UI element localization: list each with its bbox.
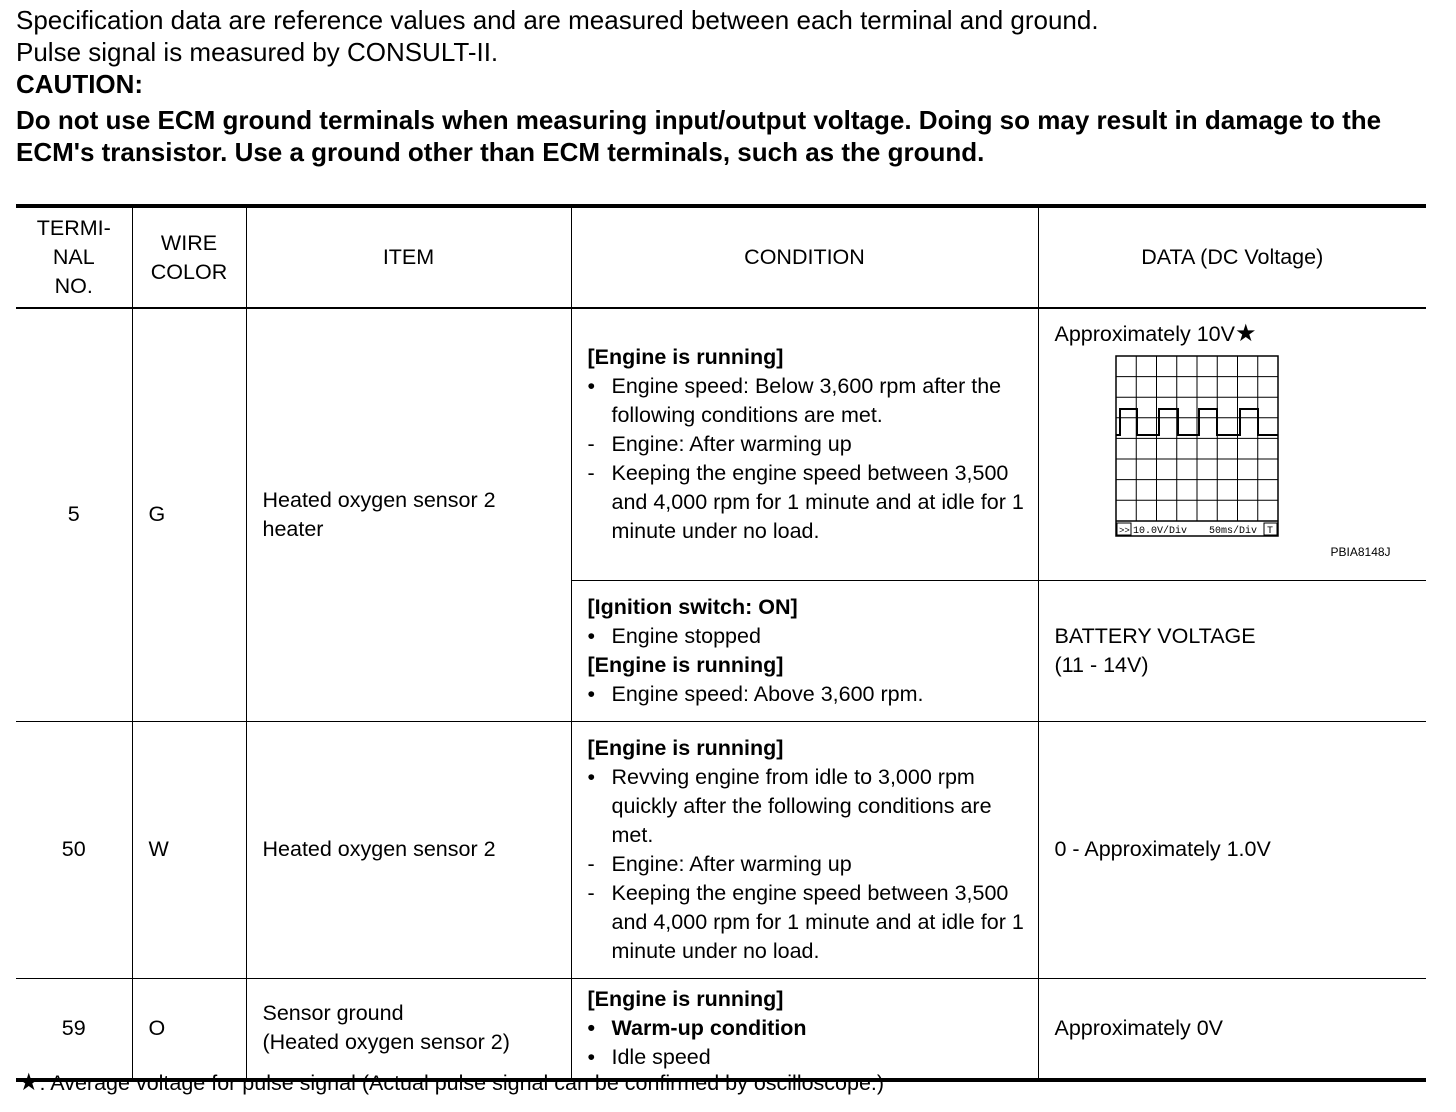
table-row [16,978,1426,1080]
condition-item-text: Revving engine from idle to 3,000 rpm quickly after the following conditions are met. [611,764,992,847]
data-line-2: (11 - 14V) [1054,652,1149,677]
condition-item-text: Engine: After warming up [611,851,852,876]
scope-suffix: T [1266,526,1273,537]
cell-condition [571,978,1038,1080]
header-item: ITEM [246,206,571,308]
condition-item [588,850,1028,879]
cell-terminal: 59 [16,978,132,1080]
header-wire-line1: WIRE [160,230,218,255]
header-terminal-no [16,206,132,308]
item-line-1: Sensor ground [262,1001,404,1026]
condition-item-text: Engine speed: Above 3,600 rpm. [611,681,924,706]
item-line-1: Heated oxygen sensor 2 [262,487,496,512]
condition-item [588,372,1028,430]
condition-item-text: Warm-up condition [611,1015,807,1040]
dash-mark: - [587,460,595,485]
intro-line-2: Pulse signal is measured by CONSULT-II. [16,37,499,67]
cell-item: Heated oxygen sensor 2 [246,721,571,978]
cell-terminal: 5 [16,308,132,721]
cell-condition [571,308,1038,580]
header-wire-color [132,206,246,308]
header-terminal-line2: NAL [52,245,95,269]
condition-title: [Ignition switch: ON] [587,594,798,619]
cell-data [1038,580,1426,721]
condition-title: [Engine is running] [587,652,784,677]
cell-wire-color: O [132,978,246,1080]
header-condition: CONDITION [571,206,1038,308]
scope-time-div: 50ms/Div [1208,526,1257,537]
bullet-mark: • [587,1044,596,1069]
condition-item [588,879,1028,966]
condition-title: [Engine is running] [587,344,784,369]
condition-title: [Engine is running] [587,735,784,760]
header-data: DATA (DC Voltage) [1038,206,1426,308]
cell-item [246,308,571,721]
condition-item [588,680,1028,709]
condition-item-text: Engine stopped [611,623,761,648]
header-wire-line2: COLOR [150,259,228,284]
cell-wire-color: G [132,308,246,721]
image-code: PBIA8148J [1330,545,1391,559]
cell-data: Approximately 0V [1038,978,1426,1080]
condition-item-text: Engine: After warming up [611,431,852,456]
cell-terminal: 50 [16,721,132,978]
table-row [16,308,1426,580]
condition-item-text: Engine speed: Below 3,600 rpm after the following conditions are met. [611,373,1002,427]
waveform-block [1055,319,1427,569]
footnote-text: : Average voltage for pulse signal (Actual pulse signal can be confirmed by oscilloscope.) [39,1071,885,1095]
cell-condition [571,580,1038,721]
bullet-mark: • [587,681,596,706]
item-line-2: heater [262,516,324,541]
scope-volt-div: 10.0V/Div [1132,526,1187,537]
scope-prefix: >> [1118,526,1130,536]
header-terminal-line3: NO. [54,274,93,298]
cell-item [246,978,571,1080]
condition-title: [Engine is running] [587,986,784,1011]
condition-item [588,459,1028,546]
table-row [16,721,1426,978]
condition-item-text: Keeping the engine speed between 3,500 and 4,000 rpm for 1 minute and at idle for 1 minute under no load. [611,880,1024,963]
cell-data [1038,308,1426,580]
intro-section [16,4,1436,168]
footnote [18,1068,884,1098]
condition-item [588,622,1028,651]
condition-item-text: Idle speed [611,1044,711,1069]
bullet-mark: • [587,373,596,398]
caution-text: Do not use ECM ground terminals when measuring input/output voltage. Doing so may result in damage to the ECM's transistor. Use a ground other than ECM terminals, such as the ground. [16,105,1382,167]
star-icon: ★ [1234,320,1257,347]
cell-data: 0 - Approximately 1.0V [1038,721,1426,978]
dash-mark: - [587,851,595,876]
header-terminal-line1: TERMI- [36,216,111,240]
bullet-mark: • [587,623,596,648]
condition-item [588,1014,1028,1043]
condition-item [588,430,1028,459]
item-line-2: (Heated oxygen sensor 2) [262,1030,510,1055]
dash-mark: - [587,880,595,905]
dash-mark: - [587,431,595,456]
intro-line-1: Specification data are reference values and are measured between each terminal and ground. [16,5,1099,35]
bullet-mark: • [587,1015,596,1040]
condition-item-text: Keeping the engine speed between 3,500 and 4,000 rpm for 1 minute and at idle for 1 minute under no load. [611,460,1024,543]
condition-item [588,763,1028,850]
data-approx-label [1055,319,1257,349]
bullet-mark: • [587,764,596,789]
data-value: Approximately 10V [1054,322,1235,346]
caution-title: CAUTION: [16,69,144,99]
data-line-1: BATTERY VOLTAGE [1054,623,1256,648]
oscilloscope-waveform [1115,355,1281,539]
table-header-row [16,206,1426,308]
star-icon: ★ [18,1069,40,1096]
cell-wire-color: W [132,721,246,978]
cell-condition [571,721,1038,978]
terminal-spec-table [16,204,1426,1082]
